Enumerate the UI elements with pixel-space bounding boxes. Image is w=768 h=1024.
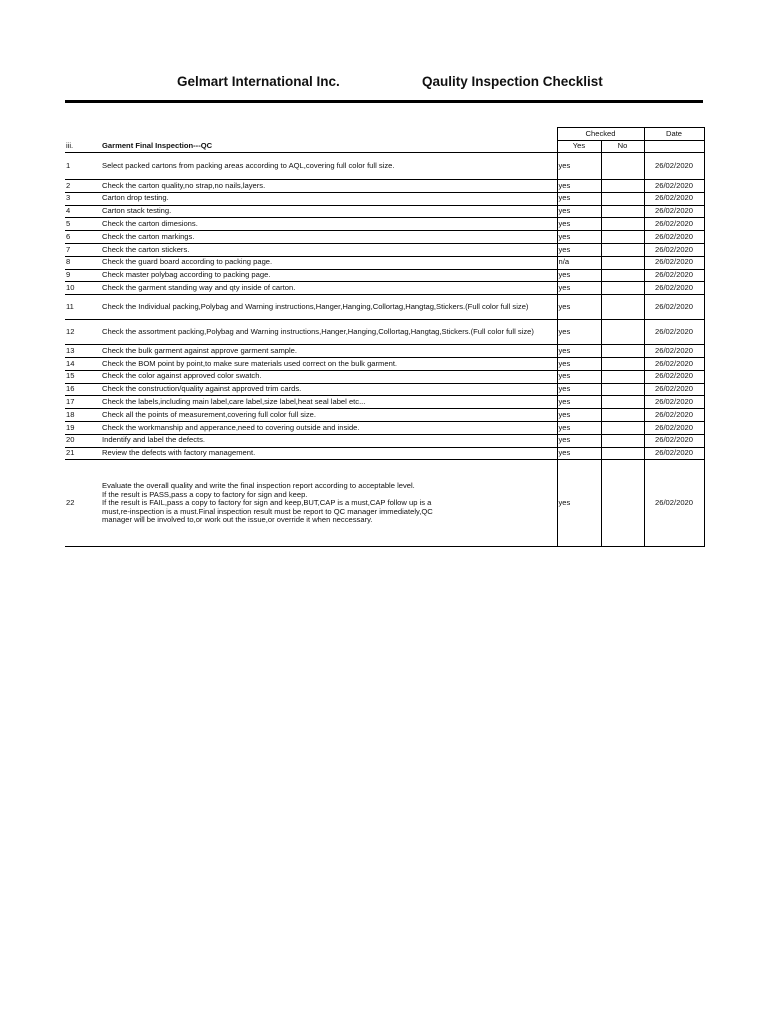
checklist-row [65,434,704,447]
checklist-row [65,180,704,193]
row-no-value [601,153,644,180]
row-item: Check the construction/quality against approved trim cards. [101,383,557,396]
row-number: 18 [65,409,101,422]
checklist-row [65,357,704,370]
row-date: 26/02/2020 [644,243,704,256]
row-number: 22 [65,460,101,547]
checklist-row [65,269,704,282]
row-number: 1 [65,153,101,180]
row-number: 21 [65,447,101,460]
row-number: 12 [65,320,101,345]
row-number: 20 [65,434,101,447]
row-no-value [601,218,644,231]
row-number: 11 [65,295,101,320]
document-header [65,74,703,102]
checklist-row [65,421,704,434]
row-yes-value: yes [557,205,601,218]
row-yes-value: yes [557,460,601,547]
row-date: 26/02/2020 [644,231,704,244]
row-item: Carton stack testing. [101,205,557,218]
row-no-value [601,383,644,396]
checklist-row [65,447,704,460]
row-number: 8 [65,256,101,269]
checklist-row [65,231,704,244]
document-title: Qaulity Inspection Checklist [422,74,603,89]
row-number: 14 [65,357,101,370]
row-no-value [601,320,644,345]
checklist-row [65,320,704,345]
row-item: Check the BOM point by point,to make sure materials used correct on the bulk garment. [101,357,557,370]
row-no-value [601,231,644,244]
checklist-row [65,243,704,256]
row-yes-value: yes [557,370,601,383]
section-row [65,141,704,153]
row-no-value [601,192,644,205]
row-number: 5 [65,218,101,231]
row-item: Select packed cartons from packing areas according to AQL,covering full color full size. [101,153,557,180]
row-item: Check the carton stickers. [101,243,557,256]
row-no-value [601,243,644,256]
no-header: No [601,141,644,153]
row-number: 10 [65,282,101,295]
row-yes-value: yes [557,409,601,422]
row-date: 26/02/2020 [644,345,704,358]
row-no-value [601,269,644,282]
row-item: Check the carton dimesions. [101,218,557,231]
row-no-value [601,357,644,370]
row-yes-value: yes [557,218,601,231]
row-yes-value: n/a [557,256,601,269]
checked-header: Checked [557,128,644,141]
checklist-row [65,460,704,547]
row-number: 3 [65,192,101,205]
row-no-value [601,421,644,434]
checklist-row [65,295,704,320]
row-no-value [601,180,644,193]
row-item: Check the bulk garment against approve garment sample. [101,345,557,358]
row-yes-value: yes [557,243,601,256]
row-date: 26/02/2020 [644,320,704,345]
row-item: Check the garment standing way and qty inside of carton. [101,282,557,295]
row-item: Check the labels,including main label,care label,size label,heat seal label etc... [101,396,557,409]
row-no-value [601,282,644,295]
row-no-value [601,256,644,269]
checklist-row [65,218,704,231]
row-yes-value: yes [557,320,601,345]
row-yes-value: yes [557,269,601,282]
row-date: 26/02/2020 [644,192,704,205]
row-no-value [601,345,644,358]
row-yes-value: yes [557,447,601,460]
row-item: Check master polybag according to packing page. [101,269,557,282]
row-item: Carton drop testing. [101,192,557,205]
row-date: 26/02/2020 [644,396,704,409]
row-yes-value: yes [557,357,601,370]
row-date: 26/02/2020 [644,409,704,422]
row-item: Check the Individual packing,Polybag and Warning instructions,Hanger,Hanging,Collortag,Hangtag,Stickers.(Full color full size) [101,295,557,320]
row-number: 2 [65,180,101,193]
row-no-value [601,370,644,383]
row-number: 7 [65,243,101,256]
checklist-row [65,205,704,218]
row-no-value [601,447,644,460]
row-item: Evaluate the overall quality and write the final inspection report according to acceptable level. If the result is PASS,pass a copy to factory for sign and keep. If the result is FAIL,pass a copy to factory for sign and keep,BUT,CAP is a must,CAP follow up is a must,re-inspection is a must.Final inspection result must be report to QC manager immediately,QC manager will be involved to,or work out the issue,or override it when neccessary. [101,460,557,547]
row-number: 4 [65,205,101,218]
row-date: 26/02/2020 [644,447,704,460]
row-number: 9 [65,269,101,282]
row-yes-value: yes [557,345,601,358]
row-no-value [601,434,644,447]
checklist-row [65,345,704,358]
row-date: 26/02/2020 [644,357,704,370]
row-item: Check the workmanship and apperance,need to covering outside and inside. [101,421,557,434]
row-yes-value: yes [557,180,601,193]
checklist-row [65,256,704,269]
row-number: 13 [65,345,101,358]
table-header-row [65,128,704,141]
row-yes-value: yes [557,295,601,320]
row-item: Check the guard board according to packing page. [101,256,557,269]
inspection-checklist-table [65,127,705,547]
row-item: Check all the points of measurement,covering full color full size. [101,409,557,422]
section-number: iii. [65,141,101,153]
row-yes-value: yes [557,282,601,295]
checklist-row [65,153,704,180]
row-no-value [601,460,644,547]
row-item: Check the assortment packing,Polybag and Warning instructions,Hanger,Hanging,Collortag,Hangtag,Stickers.(Full color full size) [101,320,557,345]
row-yes-value: yes [557,192,601,205]
row-yes-value: yes [557,396,601,409]
row-number: 17 [65,396,101,409]
checklist-row [65,192,704,205]
section-title: Garment Final Inspection---QC [101,141,557,153]
row-number: 16 [65,383,101,396]
row-item: Check the carton quality,no strap,no nails,layers. [101,180,557,193]
company-name: Gelmart International Inc. [177,74,340,89]
row-yes-value: yes [557,153,601,180]
yes-header: Yes [557,141,601,153]
row-yes-value: yes [557,434,601,447]
row-yes-value: yes [557,383,601,396]
checklist-row [65,409,704,422]
row-number: 6 [65,231,101,244]
row-date: 26/02/2020 [644,205,704,218]
row-date: 26/02/2020 [644,370,704,383]
row-no-value [601,409,644,422]
row-date: 26/02/2020 [644,153,704,180]
row-item: Review the defects with factory management. [101,447,557,460]
row-number: 15 [65,370,101,383]
checklist-row [65,282,704,295]
checklist-row [65,370,704,383]
row-date: 26/02/2020 [644,180,704,193]
row-date: 26/02/2020 [644,434,704,447]
row-no-value [601,295,644,320]
row-item: Check the carton markings. [101,231,557,244]
row-number: 19 [65,421,101,434]
row-item: Indentify and label the defects. [101,434,557,447]
row-date: 26/02/2020 [644,295,704,320]
row-date: 26/02/2020 [644,256,704,269]
header-divider [65,100,703,103]
row-date: 26/02/2020 [644,460,704,547]
row-date: 26/02/2020 [644,421,704,434]
checklist-row [65,396,704,409]
row-item: Check the color against approved color swatch. [101,370,557,383]
row-no-value [601,396,644,409]
row-yes-value: yes [557,231,601,244]
row-date: 26/02/2020 [644,218,704,231]
row-date: 26/02/2020 [644,282,704,295]
row-yes-value: yes [557,421,601,434]
row-date: 26/02/2020 [644,383,704,396]
date-header: Date [644,128,704,141]
row-date: 26/02/2020 [644,269,704,282]
checklist-row [65,383,704,396]
row-no-value [601,205,644,218]
